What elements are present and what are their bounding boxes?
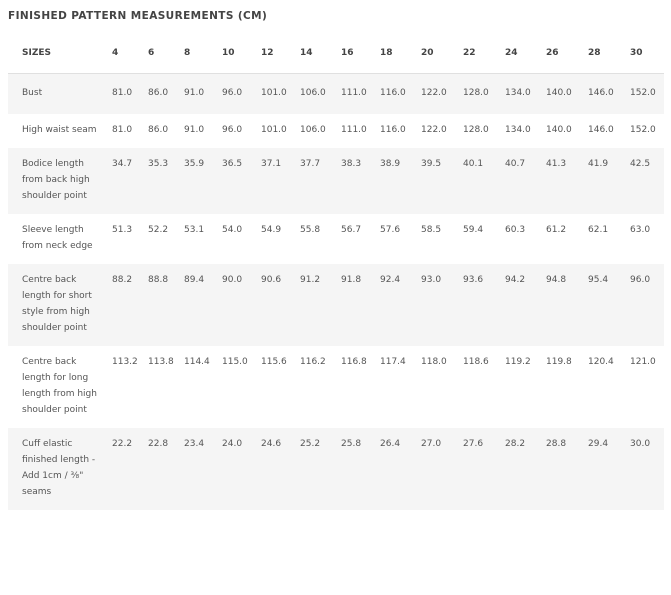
size-header: 10 bbox=[222, 48, 235, 58]
measurement-cell: 113.2 bbox=[112, 356, 138, 367]
measurement-cell: 122.0 bbox=[421, 124, 447, 135]
measurement-cell: 116.0 bbox=[380, 87, 406, 98]
measurement-cell: 39.5 bbox=[421, 158, 442, 169]
size-header: 18 bbox=[380, 48, 393, 58]
measurement-cell: 38.9 bbox=[380, 158, 401, 169]
measurement-cell: 93.0 bbox=[421, 274, 442, 285]
measurement-cell: 88.8 bbox=[148, 274, 169, 285]
table-row bbox=[8, 73, 664, 114]
table-body bbox=[8, 73, 664, 510]
measurement-cell: 28.2 bbox=[505, 438, 526, 449]
measurement-cell: 116.0 bbox=[380, 124, 406, 135]
table-row bbox=[8, 428, 664, 510]
measurement-cell: 63.0 bbox=[630, 224, 651, 235]
measurement-cell: 60.3 bbox=[505, 224, 526, 235]
table-row bbox=[8, 148, 664, 214]
measurements-table-container bbox=[8, 34, 671, 510]
measurement-cell: 27.0 bbox=[421, 438, 442, 449]
measurement-cell: 37.1 bbox=[261, 158, 282, 169]
row-label: Cuff elastic finished length - Add 1cm / ⅜" seams bbox=[22, 438, 96, 497]
measurement-cell: 93.6 bbox=[463, 274, 484, 285]
measurement-cell: 116.8 bbox=[341, 356, 367, 367]
measurement-cell: 35.9 bbox=[184, 158, 205, 169]
measurement-cell: 91.2 bbox=[300, 274, 321, 285]
measurement-cell: 146.0 bbox=[588, 87, 614, 98]
measurement-cell: 128.0 bbox=[463, 87, 489, 98]
table-row bbox=[8, 346, 664, 428]
measurement-cell: 59.4 bbox=[463, 224, 484, 235]
measurement-cell: 81.0 bbox=[112, 87, 133, 98]
measurement-cell: 30.0 bbox=[630, 438, 651, 449]
measurement-cell: 119.2 bbox=[505, 356, 531, 367]
measurement-cell: 116.2 bbox=[300, 356, 326, 367]
measurement-cell: 128.0 bbox=[463, 124, 489, 135]
measurement-cell: 27.6 bbox=[463, 438, 484, 449]
row-label-cell bbox=[8, 264, 112, 346]
measurement-cell: 51.3 bbox=[112, 224, 133, 235]
measurements-table bbox=[8, 34, 664, 510]
measurement-cell: 101.0 bbox=[261, 87, 287, 98]
measurement-cell: 92.4 bbox=[380, 274, 401, 285]
measurement-cell: 140.0 bbox=[546, 124, 572, 135]
row-label-cell bbox=[8, 214, 112, 264]
measurement-cell: 106.0 bbox=[300, 124, 326, 135]
measurement-cell: 120.4 bbox=[588, 356, 614, 367]
measurement-cell: 54.0 bbox=[222, 224, 243, 235]
size-header: 12 bbox=[261, 48, 274, 58]
measurement-cell: 134.0 bbox=[505, 124, 531, 135]
measurement-cell: 38.3 bbox=[341, 158, 362, 169]
measurement-cell: 115.0 bbox=[222, 356, 248, 367]
measurement-cell: 121.0 bbox=[630, 356, 656, 367]
table-row bbox=[8, 264, 664, 346]
measurement-cell: 88.2 bbox=[112, 274, 133, 285]
row-label: Bodice length from back high shoulder point bbox=[22, 158, 90, 201]
row-label: Centre back length for long length from high shoulder point bbox=[22, 356, 97, 415]
measurement-cell: 119.8 bbox=[546, 356, 572, 367]
measurement-cell: 54.9 bbox=[261, 224, 282, 235]
measurement-cell: 52.2 bbox=[148, 224, 169, 235]
measurement-cell: 41.9 bbox=[588, 158, 609, 169]
measurement-cell: 115.6 bbox=[261, 356, 287, 367]
measurement-cell: 53.1 bbox=[184, 224, 205, 235]
row-label-cell bbox=[8, 428, 112, 510]
measurement-cell: 96.0 bbox=[222, 124, 243, 135]
measurement-cell: 40.7 bbox=[505, 158, 526, 169]
measurement-cell: 91.8 bbox=[341, 274, 362, 285]
size-header: 16 bbox=[341, 48, 354, 58]
measurement-cell: 24.0 bbox=[222, 438, 243, 449]
measurement-cell: 81.0 bbox=[112, 124, 133, 135]
row-label-cell bbox=[8, 148, 112, 214]
measurement-cell: 40.1 bbox=[463, 158, 484, 169]
measurement-cell: 90.0 bbox=[222, 274, 243, 285]
size-header: 30 bbox=[630, 48, 643, 58]
measurement-cell: 37.7 bbox=[300, 158, 321, 169]
measurement-cell: 146.0 bbox=[588, 124, 614, 135]
measurement-cell: 26.4 bbox=[380, 438, 401, 449]
measurement-cell: 57.6 bbox=[380, 224, 401, 235]
size-header: 8 bbox=[184, 48, 191, 58]
measurement-cell: 29.4 bbox=[588, 438, 609, 449]
measurement-cell: 35.3 bbox=[148, 158, 169, 169]
measurement-cell: 94.2 bbox=[505, 274, 526, 285]
size-header: 4 bbox=[112, 48, 119, 58]
measurement-cell: 42.5 bbox=[630, 158, 651, 169]
measurement-cell: 106.0 bbox=[300, 87, 326, 98]
row-label: High waist seam bbox=[22, 124, 97, 135]
row-label: Sleeve length from neck edge bbox=[22, 224, 93, 251]
page-title: FINISHED PATTERN MEASUREMENTS (CM) bbox=[8, 10, 268, 22]
measurement-cell: 55.8 bbox=[300, 224, 321, 235]
measurement-cell: 34.7 bbox=[112, 158, 133, 169]
measurement-cell: 117.4 bbox=[380, 356, 406, 367]
measurement-cell: 91.0 bbox=[184, 87, 205, 98]
size-header: 24 bbox=[505, 48, 518, 58]
measurement-cell: 36.5 bbox=[222, 158, 243, 169]
measurement-cell: 25.2 bbox=[300, 438, 321, 449]
measurement-cell: 41.3 bbox=[546, 158, 567, 169]
measurement-cell: 111.0 bbox=[341, 87, 367, 98]
measurement-cell: 58.5 bbox=[421, 224, 442, 235]
measurement-cell: 152.0 bbox=[630, 124, 656, 135]
measurement-cell: 152.0 bbox=[630, 87, 656, 98]
table-header-row bbox=[8, 34, 664, 73]
measurement-cell: 22.8 bbox=[148, 438, 169, 449]
size-header: 22 bbox=[463, 48, 476, 58]
measurement-cell: 22.2 bbox=[112, 438, 133, 449]
size-header: 14 bbox=[300, 48, 313, 58]
measurement-cell: 134.0 bbox=[505, 87, 531, 98]
measurement-cell: 61.2 bbox=[546, 224, 567, 235]
measurement-cell: 111.0 bbox=[341, 124, 367, 135]
measurement-cell: 89.4 bbox=[184, 274, 205, 285]
measurement-cell: 96.0 bbox=[222, 87, 243, 98]
measurement-cell: 24.6 bbox=[261, 438, 282, 449]
row-label-cell bbox=[8, 346, 112, 428]
row-label-cell bbox=[8, 73, 112, 114]
measurement-cell: 96.0 bbox=[630, 274, 651, 285]
row-label: Bust bbox=[22, 87, 43, 98]
size-header: 20 bbox=[421, 48, 434, 58]
measurement-cell: 95.4 bbox=[588, 274, 609, 285]
measurement-cell: 101.0 bbox=[261, 124, 287, 135]
measurement-cell: 86.0 bbox=[148, 87, 169, 98]
measurement-cell: 94.8 bbox=[546, 274, 567, 285]
measurement-cell: 25.8 bbox=[341, 438, 362, 449]
table-row bbox=[8, 114, 664, 148]
size-header: 6 bbox=[148, 48, 155, 58]
measurement-cell: 62.1 bbox=[588, 224, 609, 235]
measurement-cell: 90.6 bbox=[261, 274, 282, 285]
measurement-cell: 118.6 bbox=[463, 356, 489, 367]
row-label-cell bbox=[8, 114, 112, 148]
size-header: 28 bbox=[588, 48, 601, 58]
measurement-cell: 118.0 bbox=[421, 356, 447, 367]
measurement-cell: 23.4 bbox=[184, 438, 205, 449]
measurement-cell: 91.0 bbox=[184, 124, 205, 135]
sizes-header: SIZES bbox=[22, 48, 51, 58]
measurement-cell: 122.0 bbox=[421, 87, 447, 98]
measurement-cell: 113.8 bbox=[148, 356, 174, 367]
row-label: Centre back length for short style from high shoulder point bbox=[22, 274, 92, 333]
measurement-cell: 114.4 bbox=[184, 356, 210, 367]
size-header: 26 bbox=[546, 48, 559, 58]
table-row bbox=[8, 214, 664, 264]
measurement-cell: 140.0 bbox=[546, 87, 572, 98]
measurement-cell: 86.0 bbox=[148, 124, 169, 135]
measurement-cell: 56.7 bbox=[341, 224, 362, 235]
measurement-cell: 28.8 bbox=[546, 438, 567, 449]
